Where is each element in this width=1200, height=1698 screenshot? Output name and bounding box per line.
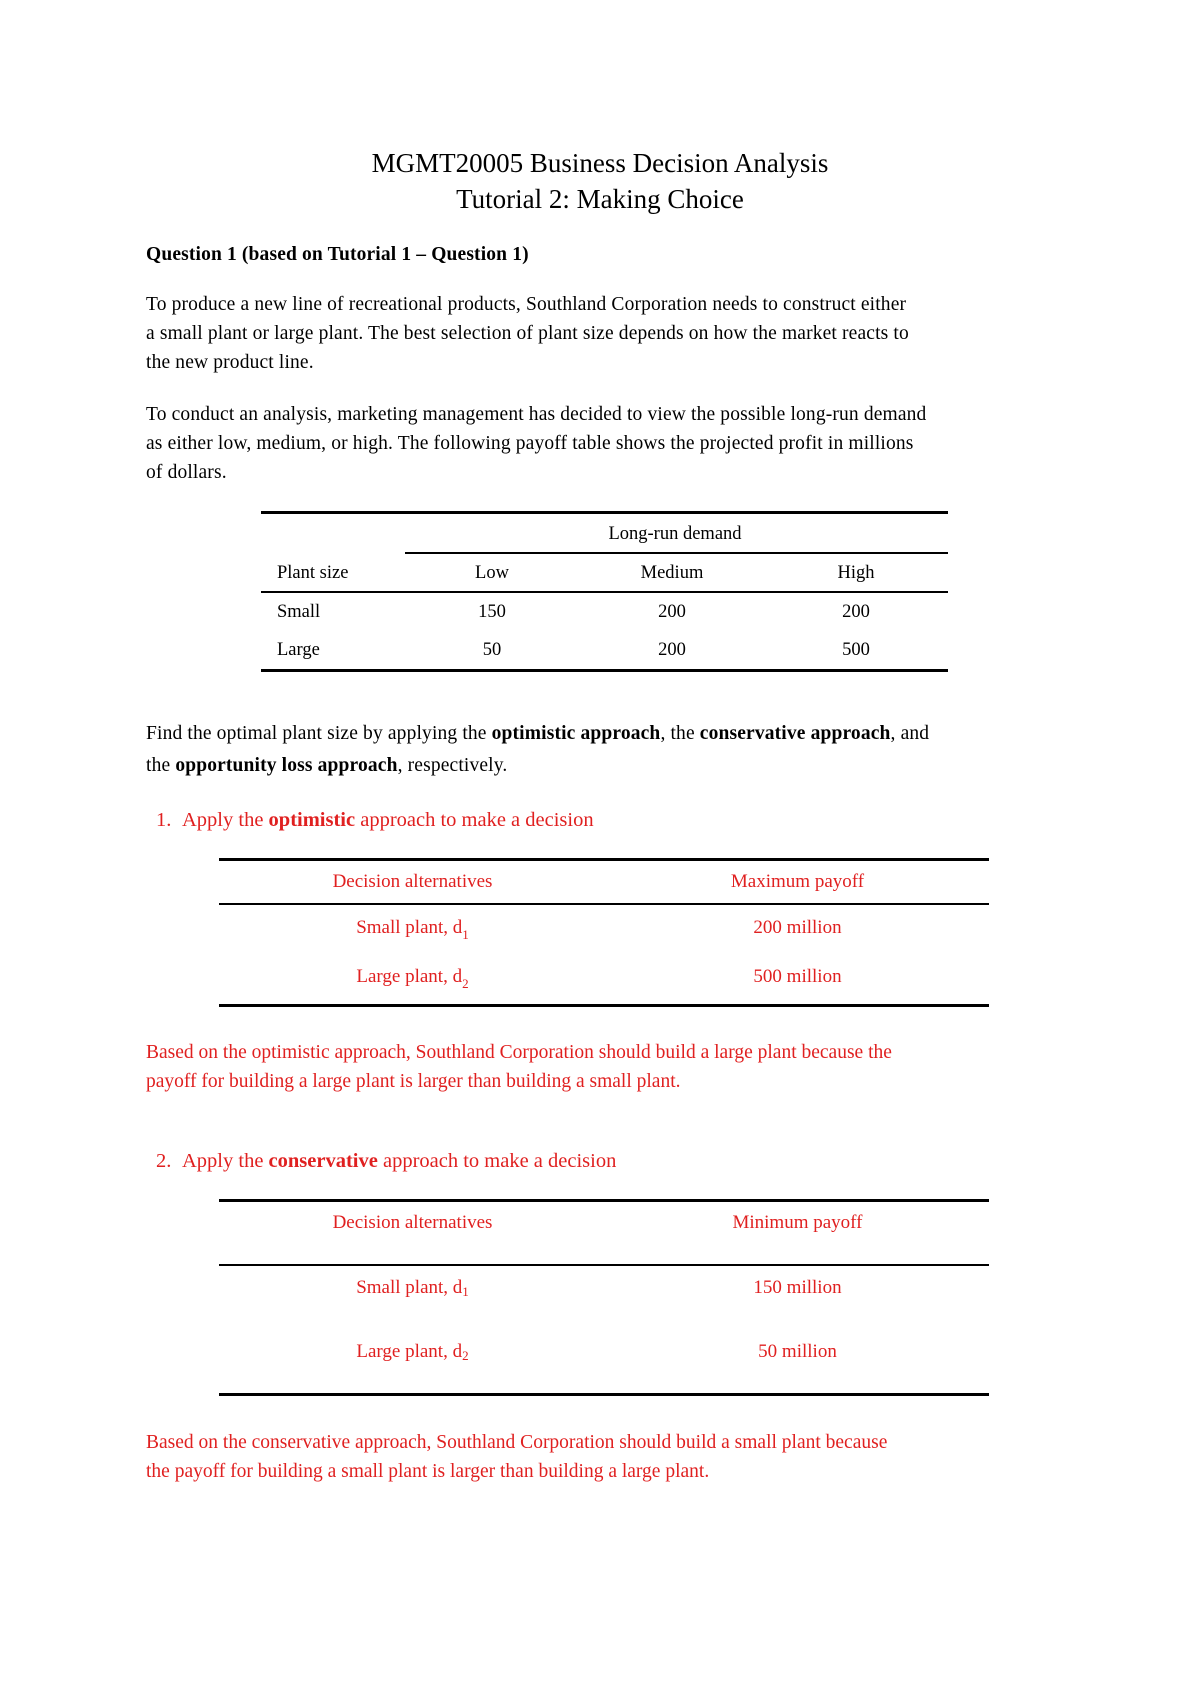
conclusion-line: the payoff for building a small plant is larger than building a large plant. — [146, 1461, 710, 1482]
column-header-high: High — [837, 563, 875, 583]
intro-line: To produce a new line of recreational products, Southland Corporation needs to construct either — [146, 294, 907, 315]
group-header-rule — [405, 552, 948, 554]
alternative-subscript: 1 — [462, 927, 469, 942]
intro-paragraph — [146, 290, 1066, 377]
part2-text: Apply the — [182, 1150, 269, 1172]
column-header-alternatives: Decision alternatives — [332, 1212, 493, 1233]
table-cell: 150 — [478, 602, 506, 622]
instruction-line — [146, 719, 1066, 748]
tutorial-title: Tutorial 2: Making Choice — [456, 184, 744, 214]
part1-text: approach to make a decision — [355, 809, 594, 831]
payoff-value: 50 million — [758, 1341, 837, 1362]
opportunity-loss-term: opportunity loss approach — [175, 755, 398, 776]
alternative-subscript: 1 — [462, 1284, 469, 1299]
alternative-small-plant — [230, 1276, 595, 1300]
conclusion-line: Based on the optimistic approach, Southland Corporation should build a large plant because the — [146, 1042, 892, 1063]
row-header: Plant size — [277, 563, 349, 583]
column-header-medium: Medium — [640, 563, 704, 583]
part2-text: approach to make a decision — [377, 1150, 617, 1172]
header-rule — [219, 1264, 989, 1266]
list-number: 2. — [156, 1150, 172, 1172]
course-title: MGMT20005 Business Decision Analysis — [371, 148, 829, 178]
question-heading: Question 1 (based on Tutorial 1 – Question 1) — [146, 244, 529, 265]
alternative-label: Large plant, d — [356, 1341, 463, 1362]
column-header-max-payoff: Maximum payoff — [730, 871, 865, 892]
analysis-line: as either low, medium, or high. The following payoff table shows the projected profit in millions — [146, 433, 914, 454]
list-number: 1. — [156, 809, 172, 831]
table-top-rule — [219, 858, 989, 861]
payoff-value: 150 million — [753, 1277, 842, 1298]
table-bottom-rule — [219, 1004, 989, 1007]
alternative-large-plant — [230, 965, 595, 989]
row-label-large: Large — [277, 640, 320, 660]
header-rule — [261, 591, 948, 593]
intro-line: a small plant or large plant. The best selection of plant size depends on how the market reacts to — [146, 323, 909, 344]
row-label-small: Small — [277, 602, 321, 622]
alternative-subscript: 2 — [462, 976, 469, 991]
payoff-value: 200 million — [753, 917, 842, 938]
table-cell: 200 — [658, 640, 686, 660]
instruction-line — [146, 751, 1066, 780]
column-header-alternatives: Decision alternatives — [332, 871, 493, 892]
conservative-conclusion — [146, 1428, 1066, 1486]
alternative-label: Large plant, d — [356, 966, 463, 987]
table-cell: 500 — [842, 640, 870, 660]
header-rule — [219, 903, 989, 905]
part1-text: Apply the — [182, 809, 269, 831]
intro-line: the new product line. — [146, 352, 314, 373]
payoff-value: 500 million — [753, 966, 842, 987]
part1-emphasis: optimistic — [268, 809, 356, 831]
optimistic-conclusion — [146, 1038, 1066, 1096]
optimistic-term: optimistic approach — [491, 723, 661, 744]
alternative-label: Small plant, d — [356, 1277, 463, 1298]
table-top-rule — [219, 1199, 989, 1202]
table-cell: 200 — [658, 602, 686, 622]
alternative-subscript: 2 — [462, 1348, 469, 1363]
analysis-line: of dollars. — [146, 462, 227, 483]
alternative-label: Small plant, d — [356, 917, 463, 938]
part1-heading — [156, 805, 594, 835]
table-cell: 50 — [482, 640, 502, 660]
analysis-paragraph — [146, 400, 1066, 487]
table-cell: 200 — [842, 602, 870, 622]
instruction-text: Find the optimal plant size by applying the — [146, 723, 492, 744]
column-header-low: Low — [475, 563, 509, 583]
conclusion-line: payoff for building a large plant is larger than building a small plant. — [146, 1071, 681, 1092]
alternative-large-plant — [230, 1340, 595, 1364]
table-top-rule — [261, 511, 948, 514]
instruction-text: , the — [660, 723, 700, 744]
conclusion-line: Based on the conservative approach, Southland Corporation should build a small plant because — [146, 1432, 888, 1453]
column-header-min-payoff: Minimum payoff — [732, 1212, 863, 1233]
conservative-term: conservative approach — [699, 723, 891, 744]
instruction-text: , respectively. — [397, 755, 508, 776]
part2-heading — [156, 1146, 617, 1176]
instruction-text: the — [146, 755, 176, 776]
part2-emphasis: conservative — [268, 1150, 378, 1172]
alternative-small-plant — [230, 916, 595, 940]
table-bottom-rule — [261, 669, 948, 672]
analysis-line: To conduct an analysis, marketing management has decided to view the possible long-run demand — [146, 404, 927, 425]
instruction-text: , and — [890, 723, 930, 744]
table-bottom-rule — [219, 1393, 989, 1396]
instruction-paragraph — [146, 719, 1066, 780]
group-header: Long-run demand — [608, 524, 742, 544]
